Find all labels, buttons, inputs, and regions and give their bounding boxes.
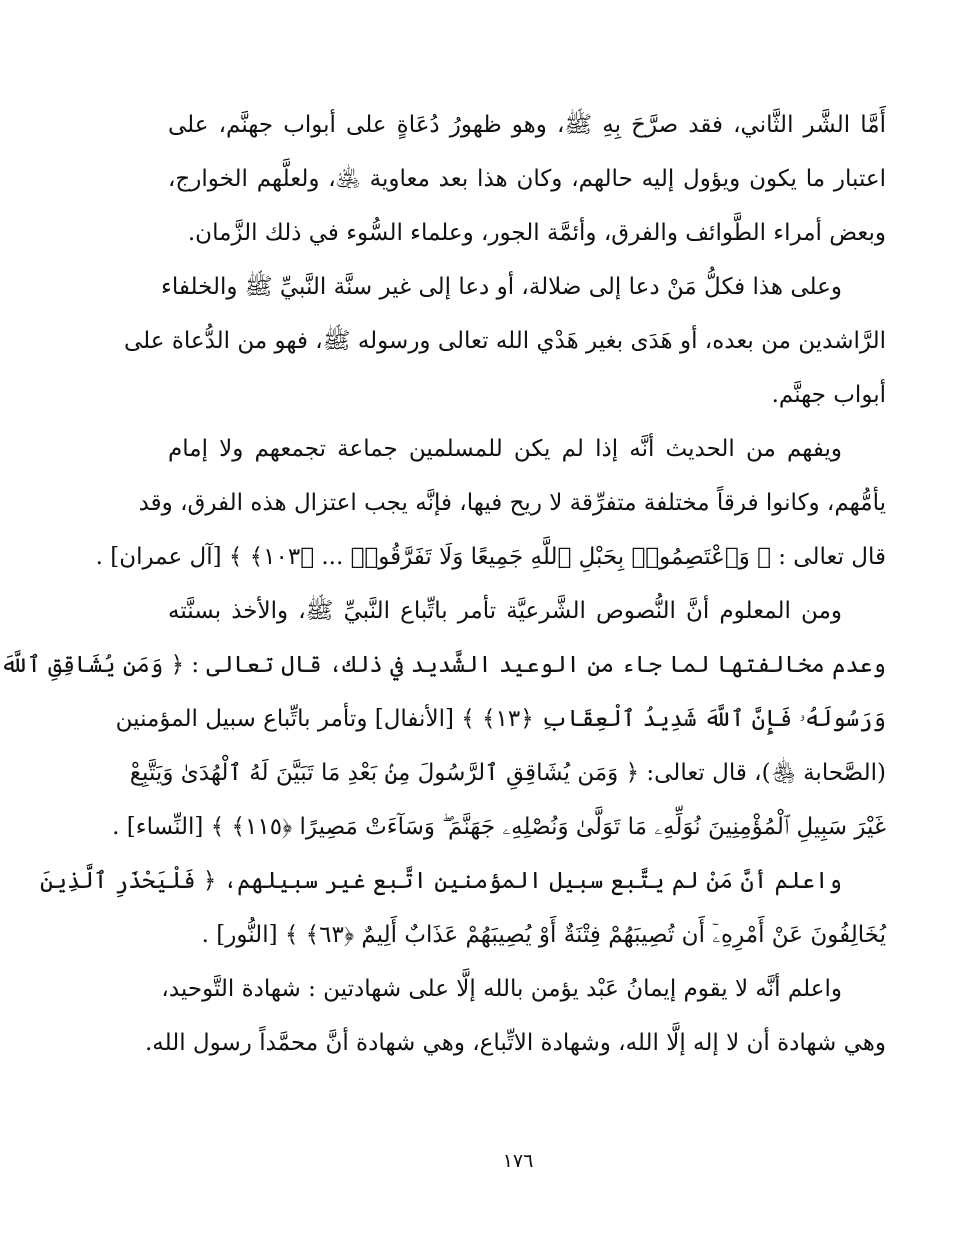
text-line: اعتبار ما يكون ويؤول إليه حالهم، وكان هذا بعد معاوية ﵁، ولعلَّهم الخوارج، — [168, 166, 886, 192]
text-line: وبعض أمراء الطَّوائف والفرق، وأئمَّة الجور، وعلماء السُّوء في ذلك الزَّمان. — [187, 220, 886, 246]
text-line: وَرَسُولَهُۥ فَإِنَّ ٱللَّهَ شَدِيدُ ٱلْعِقَابِ ﴿١٣﴾ ﴾ [الأنفال] وتأمر باتِّباع سبيل المؤمنين — [115, 706, 886, 732]
text-line: وعلى هذا فكلُّ مَنْ دعا إلى ضلالة، أو دعا إلى غير سنَّة النَّبيِّ ﷺ والخلفاء — [161, 274, 842, 300]
text-line: واعلم أنَّه لا يقوم إيمانُ عَبْد يؤمن بالله إلَّا على شهادتين : شهادة التَّوحيد، — [161, 976, 842, 1002]
page-number: ١٧٦ — [502, 1150, 534, 1172]
text-line: الرَّاشدين من بعده، أو هَدَى بغير هَدْي الله تعالى ورسوله ﷺ، فهو من الدُّعاة على — [124, 328, 886, 354]
text-line: يأمُّهم، وكانوا فرقاً مختلفة متفرِّقة لا ريح فيها، فإنَّه يجب اعتزال هذه الفرق، وقد — [138, 490, 886, 516]
text-line: ويفهم من الحديث أنَّه إذا لم يكن للمسلمين جماعة تجمعهم ولا إمام — [168, 436, 843, 462]
text-line: وعدم مخالفتها لما جاء من الوعيد الشَّديد في ذلك، قال تعالى : ﴿ وَمَن يُشَاقِقِ ٱللَّهَ — [0, 652, 886, 678]
text-line: غَيْرَ سَبِيلِ ٱلْمُؤْمِنِينَ نُوَلِّهِۦ مَا تَوَلَّىٰ وَنُصْلِهِۦ جَهَنَّمَ ۖ وَسَآءَتْ مَصِيرًا ﴿١١٥﴾ ﴾ [النِّساء] . — [112, 814, 886, 840]
text-line: أَمَّا الشَّر الثَّاني، فقد صرَّحَ بِهِ ﷺ، وهو ظهورُ دُعَاةٍ على أبواب جهنَّم، على — [168, 112, 886, 138]
text-line: وهي شهادة أن لا إله إلَّا الله، وشهادة الاتِّباع، وهي شهادة أنَّ محمَّداً رسول الله. — [144, 1030, 886, 1056]
body-text — [0, 98, 886, 1070]
text-line: أبواب جهنَّم. — [771, 382, 886, 408]
text-line: واعلم أنَّ مَنْ لم يتَّبع سبيل المؤمنين اتَّبع غير سبيلهم، ﴿ فَلْيَحْذَرِ ٱلَّذِينَ — [40, 868, 842, 894]
text-line: ومن المعلوم أنَّ النُّصوص الشَّرعيَّة تأمر باتِّباع النَّبيِّ ﷺ، والأخذ بسنَّته — [168, 598, 842, 624]
text-line: قال تعالى : ﴿ وَٱعْتَصِمُوا۟ بِحَبْلِ ٱللَّهِ جَمِيعًا وَلَا تَفَرَّقُوا۟ ... ﴿١٠٣﴾ ﴾ [آل عمران] . — [95, 544, 886, 570]
text-line: (الصَّحابة ﵃)، قال تعالى: ﴿ وَمَن يُشَاقِقِ ٱلرَّسُولَ مِنۢ بَعْدِ مَا تَبَيَّنَ لَهُ ٱلْهُدَىٰ وَيَتَّبِعْ — [129, 760, 886, 786]
text-line: يُخَالِفُونَ عَنْ أَمْرِهِۦٓ أَن تُصِيبَهُمْ فِتْنَةٌ أَوْ يُصِيبَهُمْ عَذَابٌ أَلِيمٌ ﴿٦٣﴾ ﴾ [النُّور] . — [201, 922, 886, 948]
